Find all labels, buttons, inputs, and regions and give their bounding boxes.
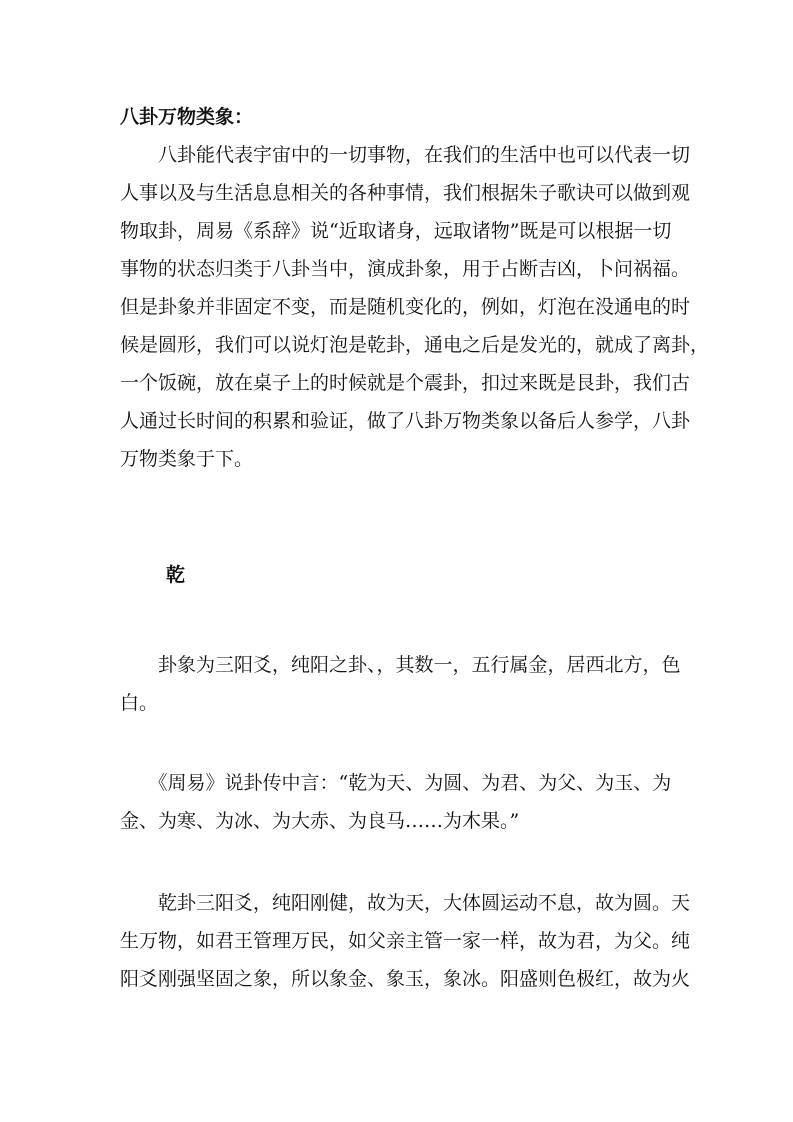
intro-line: 事物的状态归类于八卦当中，演成卦象，用于占断吉凶，卜问祸福。 [120,258,691,280]
intro-line: 但是卦象并非固定不变，而是随机变化的，例如，灯泡在没通电的时 [120,296,691,318]
qian-para3-line: 乾卦三阳爻，纯阳刚健，故为天，大体圆运动不息，故为圆。天 [120,892,691,914]
qian-paragraph-2 [120,764,676,840]
qian-paragraph-1 [120,646,681,722]
intro-paragraph [120,136,710,478]
intro-line: 万物类象于下。 [120,448,254,470]
qian-para2-line: 《周易》说卦传中言：“乾为天、为圆、为君、为父、为玉、为 [120,772,672,794]
intro-line: 一个饭碗，放在桌子上的时候就是个震卦，扣过来既是艮卦，我们古 [120,372,691,394]
qian-paragraph-3 [120,884,691,998]
intro-line: 八卦能代表宇宙中的一切事物，在我们的生活中也可以代表一切 [120,144,691,166]
intro-line: 候是圆形，我们可以说灯泡是乾卦，通电之后是发光的，就成了离卦， [120,334,710,356]
intro-line: 物取卦，周易《系辞》说“近取诸身，远取诸物”既是可以根据一切 [120,220,672,242]
intro-line: 人事以及与生活息息相关的各种事情，我们根据朱子歌诀可以做到观 [120,182,691,204]
qian-para3-line: 阳爻刚强坚固之象，所以象金、象玉，象冰。阳盛则色极红，故为火 [120,968,691,990]
intro-line: 人通过长时间的积累和验证，做了八卦万物类象以备后人参学，八卦 [120,410,691,432]
qian-para1-line: 白。 [120,692,159,714]
document-heading: 八卦万物类象： [120,106,254,128]
section-title-qian: 乾 [166,564,186,586]
qian-para2-line: 金、为寒、为冰、为大赤、为良马……为木果。” [120,810,520,832]
qian-para3-line: 生万物，如君王管理万民，如父亲主管一家一样，故为君，为父。纯 [120,930,691,952]
qian-para1-line: 卦象为三阳爻，纯阳之卦、，其数一，五行属金，居西北方，色 [120,654,681,676]
